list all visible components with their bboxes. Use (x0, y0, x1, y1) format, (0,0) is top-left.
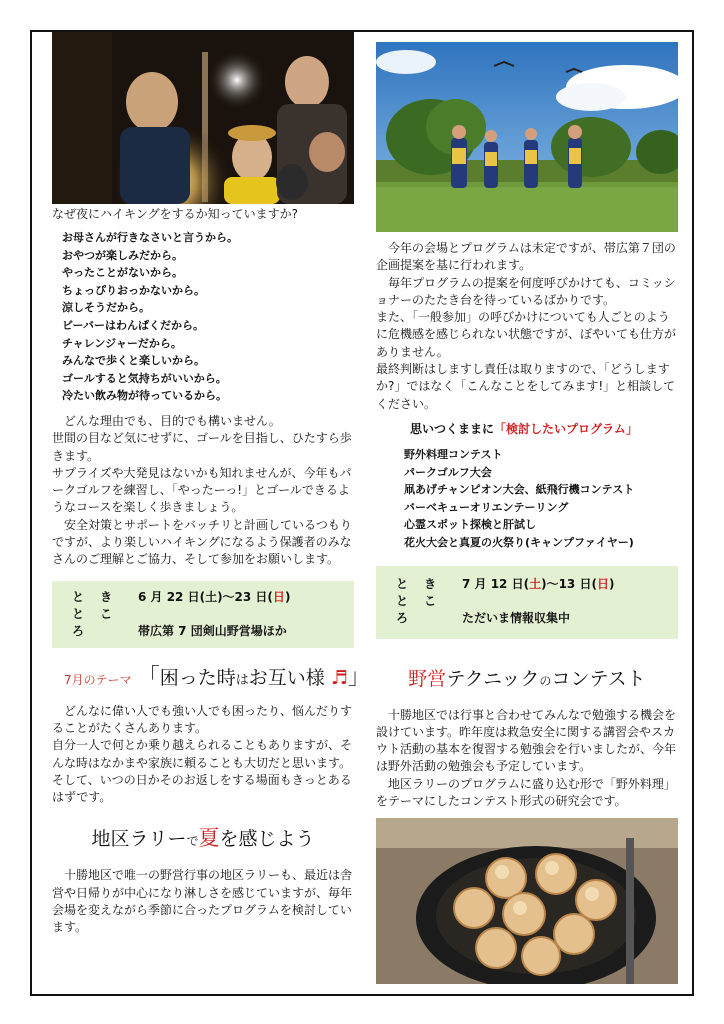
list-item: 野外料理コンテスト (404, 447, 503, 461)
list-item: チャレンジャーだから。 (62, 336, 182, 350)
paragraph: 安全対策とサポートをバッチリと計画しているつもりですが、より楽しいハイキングになるよう保護者のみなさんのご理解とご協力、そして参加をお願いします。 (52, 517, 352, 567)
paragraph: 毎年プログラムの提案を何度呼びかけても、コミッショナーのたたき台を待っているばかりです。 (376, 275, 676, 307)
event-where: と こ ろ ただいま情報収集中 (396, 593, 571, 625)
when-label: と き (72, 589, 119, 604)
program-body (376, 240, 678, 413)
reason-list (62, 229, 354, 405)
list-item: ちょっぴりおっかないから。 (62, 283, 205, 297)
contest-heading: 野営テクニックのコンテスト (408, 667, 646, 690)
paragraph: 自分一人で何とか乗り越えられることもありますが、そんな時はなかまや家族に頼ることも大切だと思います。 (52, 738, 353, 770)
paragraph: 十勝地区では行事と合わせてみんなで勉強する機会を設けています。昨年度は救急安全に関する講習会やスカウト活動の基本を復習する勉強会を行いましたが、今年は野外活動の勉強会も予定しています。 (376, 707, 677, 774)
hiking-body (52, 413, 354, 569)
list-item: みんなで歩くと楽しいから。 (62, 354, 205, 368)
event-where: と こ ろ 帯広第 7 団剣山野営場ほか (72, 606, 287, 638)
newsletter-page (30, 30, 694, 996)
paragraph: そして、いつの日かそのお返しをする場面もきっとあるはずです。 (52, 772, 352, 805)
paragraph: 今年の会場とプログラムは未定ですが、帯広第７団の企画提案を基に行われます。 (376, 241, 676, 273)
paragraph: 世間の目など気にせずに、ゴールを目指し、ひたすら歩きます。 (52, 431, 352, 463)
list-item: 涼しそうだから。 (62, 301, 150, 315)
list-item: 花火大会と真夏の火祭り(キャンプファイヤー) (404, 535, 634, 549)
contest-body (376, 707, 678, 811)
list-item: やったことがないから。 (62, 266, 183, 280)
paragraph: また、「一般参加」の呼びかけについても人ごとのように危機感を感じられない状態ですが、ぼやいても仕方がありません。 (376, 310, 677, 359)
list-item: バーベキューオリエンテーリング (404, 500, 569, 514)
night-hiking-photo (52, 32, 354, 204)
dutch-oven-illustration (376, 818, 678, 984)
left-column (52, 32, 370, 937)
when-label: と き (396, 576, 443, 591)
rally-heading: 地区ラリーで夏を感じよう (91, 826, 315, 851)
list-item: 心霊スポット探検と肝試し (404, 518, 536, 532)
where-label: と こ ろ (396, 593, 443, 625)
paragraph: サプライズや大発見はないかも知れませんが、今年もパークゴルフを練習し、「やったーっ!」とゴールできるようなコースを楽しく歩きましょう。 (52, 465, 352, 515)
event-when: と き 7 月 12 日(土)〜13 日(日) (396, 576, 615, 591)
scouts-field-photo (376, 42, 678, 232)
theme-body (52, 703, 354, 807)
program-list (404, 446, 678, 552)
where-label: と こ ろ (72, 606, 119, 638)
list-item: パークゴルフ大会 (404, 465, 492, 479)
dutch-oven-bread-photo (376, 818, 678, 984)
event-when: と き 6 月 22 日(土)〜23 日(日) (72, 589, 291, 604)
list-item: ゴールすると気持ちがいいから。 (62, 371, 227, 385)
paragraph: どんなに偉い人でも強い人でも困ったり、悩んだりすることがたくさんあります。 (52, 703, 353, 735)
monthly-theme-heading: 7月のテーマ 「困った時はお互い様 ♬」 (64, 664, 370, 690)
music-note-icon: ♬ (330, 666, 348, 689)
list-item: ビーバーはわんぱくだから。 (62, 318, 205, 332)
list-item: 冷たい飲み物が待っているから。 (62, 389, 227, 403)
rally-text: 十勝地区で唯一の野営行事の地区ラリーも、最近は舎営や日帰りが中心になり淋しさを感じていますが、毎年会場を変えながら季節に合ったプログラムを検討しています。 (52, 868, 353, 935)
hiking-event-box (52, 581, 354, 648)
rally-event-box (376, 566, 678, 639)
program-label: 思いつくままに「検討したいプログラム」 (410, 421, 638, 436)
paragraph: どんな理由でも、目的でも構いません。 (64, 413, 281, 428)
right-column (376, 32, 678, 984)
hiking-question: なぜ夜にハイキングをするか知っていますか? (52, 207, 299, 221)
list-item: おやつが楽しみだから。 (62, 248, 183, 262)
list-item: 凧あげチャンピオン大会、紙飛行機コンテスト (404, 483, 635, 497)
paragraph: 地区ラリーのプログラムに盛り込む形で「野外料理」をテーマにしたコンテスト形式の研究会です。 (376, 776, 676, 809)
scouts-illustration (376, 42, 678, 232)
list-item: お母さんが行きなさいと言うから。 (62, 231, 238, 244)
paragraph: 最終判断はしますし責任は取りますので、「どうしますか?」ではなく「こんなことをしてみます!」と相談してください。 (376, 362, 676, 411)
night-hiking-illustration (52, 32, 354, 204)
